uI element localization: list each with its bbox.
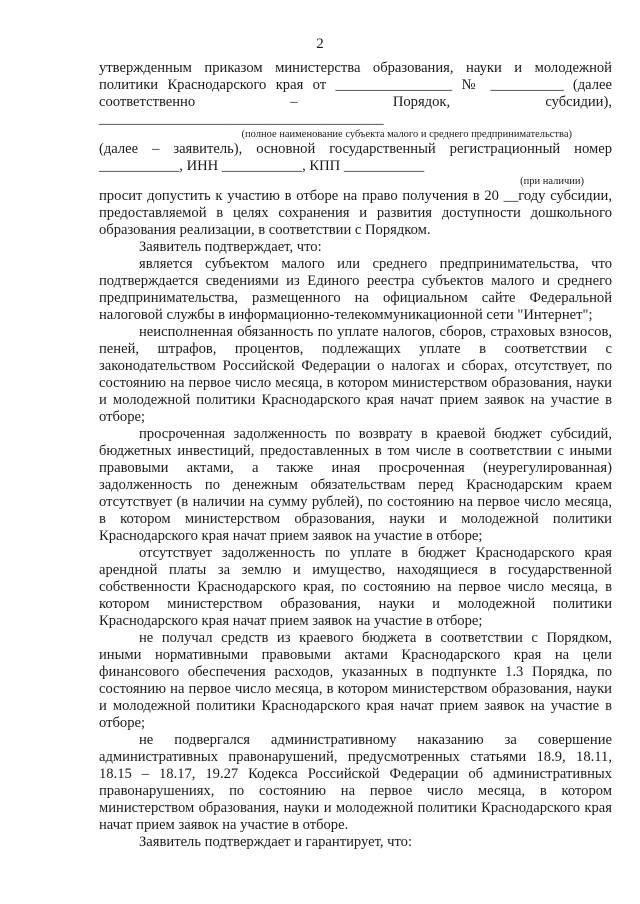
request-paragraph: просит допустить к участию в отборе на право получения в 20 __году субсидии, предоставляемой в целях сохранения и развития доступности дошкольного образования реализации, в соответствии с Порядком. [99, 188, 612, 238]
guarantees-heading: Заявитель подтверждает и гарантирует, что: [139, 834, 413, 850]
applicant-line: (далее – заявитель), основной государственный регистрационный номер ___________, ИНН ___________, КПП ___________ [99, 141, 612, 174]
confirms-heading: Заявитель подтверждает, что: [139, 239, 322, 255]
confirm-item-no-prior-funds: не получал средств из краевого бюджета в соответствии с Порядком, иными нормативными правовыми актами Краснодарского края на цели финансового обеспечения расходов, указанных в подпункте 1.3 Порядка, по состоянию на первое число месяца, в котором министерством образования, науки и молодежной политики Краснодарского края начат прием заявок на участие в отборе; [99, 630, 612, 731]
confirm-item-no-overdue-debt: просроченная задолженность по возврату в краевой бюджет субсидий, бюджетных инвестиций, предоставленных в том числе в соответствии с иными правовыми актами, а также иная просроченная (неурегулированная) задолженность по денежным обязательствам перед Краснодарским краем отсутствует (в наличии на сумму рублей), по состоянию на первое число месяца, в котором министерством образования, науки и молодежной политики Краснодарского края начат прием заявок на участие в отборе; [99, 426, 612, 544]
org-name-caption: (полное наименование субъекта малого и среднего предпринимательства) [241, 129, 572, 140]
confirm-item-no-tax-debt: неисполненная обязанность по уплате налогов, сборов, страховых взносов, пеней, штрафов, процентов, подлежащих уплате в соответствии с законодательством Российской Федерации о налогах и сборах, отсутствует, по состоянию на первое число месяца, в котором министерством образования, науки и молодежной политики Краснодарского края начат прием заявок на участие в отборе; [99, 324, 612, 425]
confirm-item-no-penalties: не подвергался административному наказанию за совершение административных правонарушений, предусмотренных статьями 18.9, 18.11, 18.15 – 18.17, 19.27 Кодекса Российской Федерации об административных правонарушениях, по состоянию на первое число месяца, в котором министерством образования, науки и молодежной политики Краснодарского края начат прием заявок на участие в отборе. [99, 732, 612, 833]
confirm-item-no-rent-debt: отсутствует задолженность по уплате в бюджет Краснодарского края арендной платы за землю и имущество, находящиеся в государственной собственности Краснодарского края, по состоянию на первое число месяца, в котором министерством образования, науки и молодежной политики Краснодарского края начат прием заявок на участие в отборе; [99, 545, 612, 629]
confirm-item-sme-registry: является субъектом малого или среднего предпринимательства, что подтверждается сведениями из Единого реестра субъектов малого и среднего предпринимательства, размещенного на официальном сайте Федеральной налоговой службы в информационно-телекоммуникационной сети "Интернет"; [99, 256, 612, 323]
intro-paragraph: утвержденным приказом министерства образования, науки и молодежной политики Краснодарского края от ________________ № __________ (далее соответственно – Порядок, субсидии), _______________________________________ [99, 60, 612, 127]
page-number: 2 [316, 36, 324, 52]
optional-caption: (при наличии) [520, 176, 584, 187]
document-body [99, 60, 612, 851]
